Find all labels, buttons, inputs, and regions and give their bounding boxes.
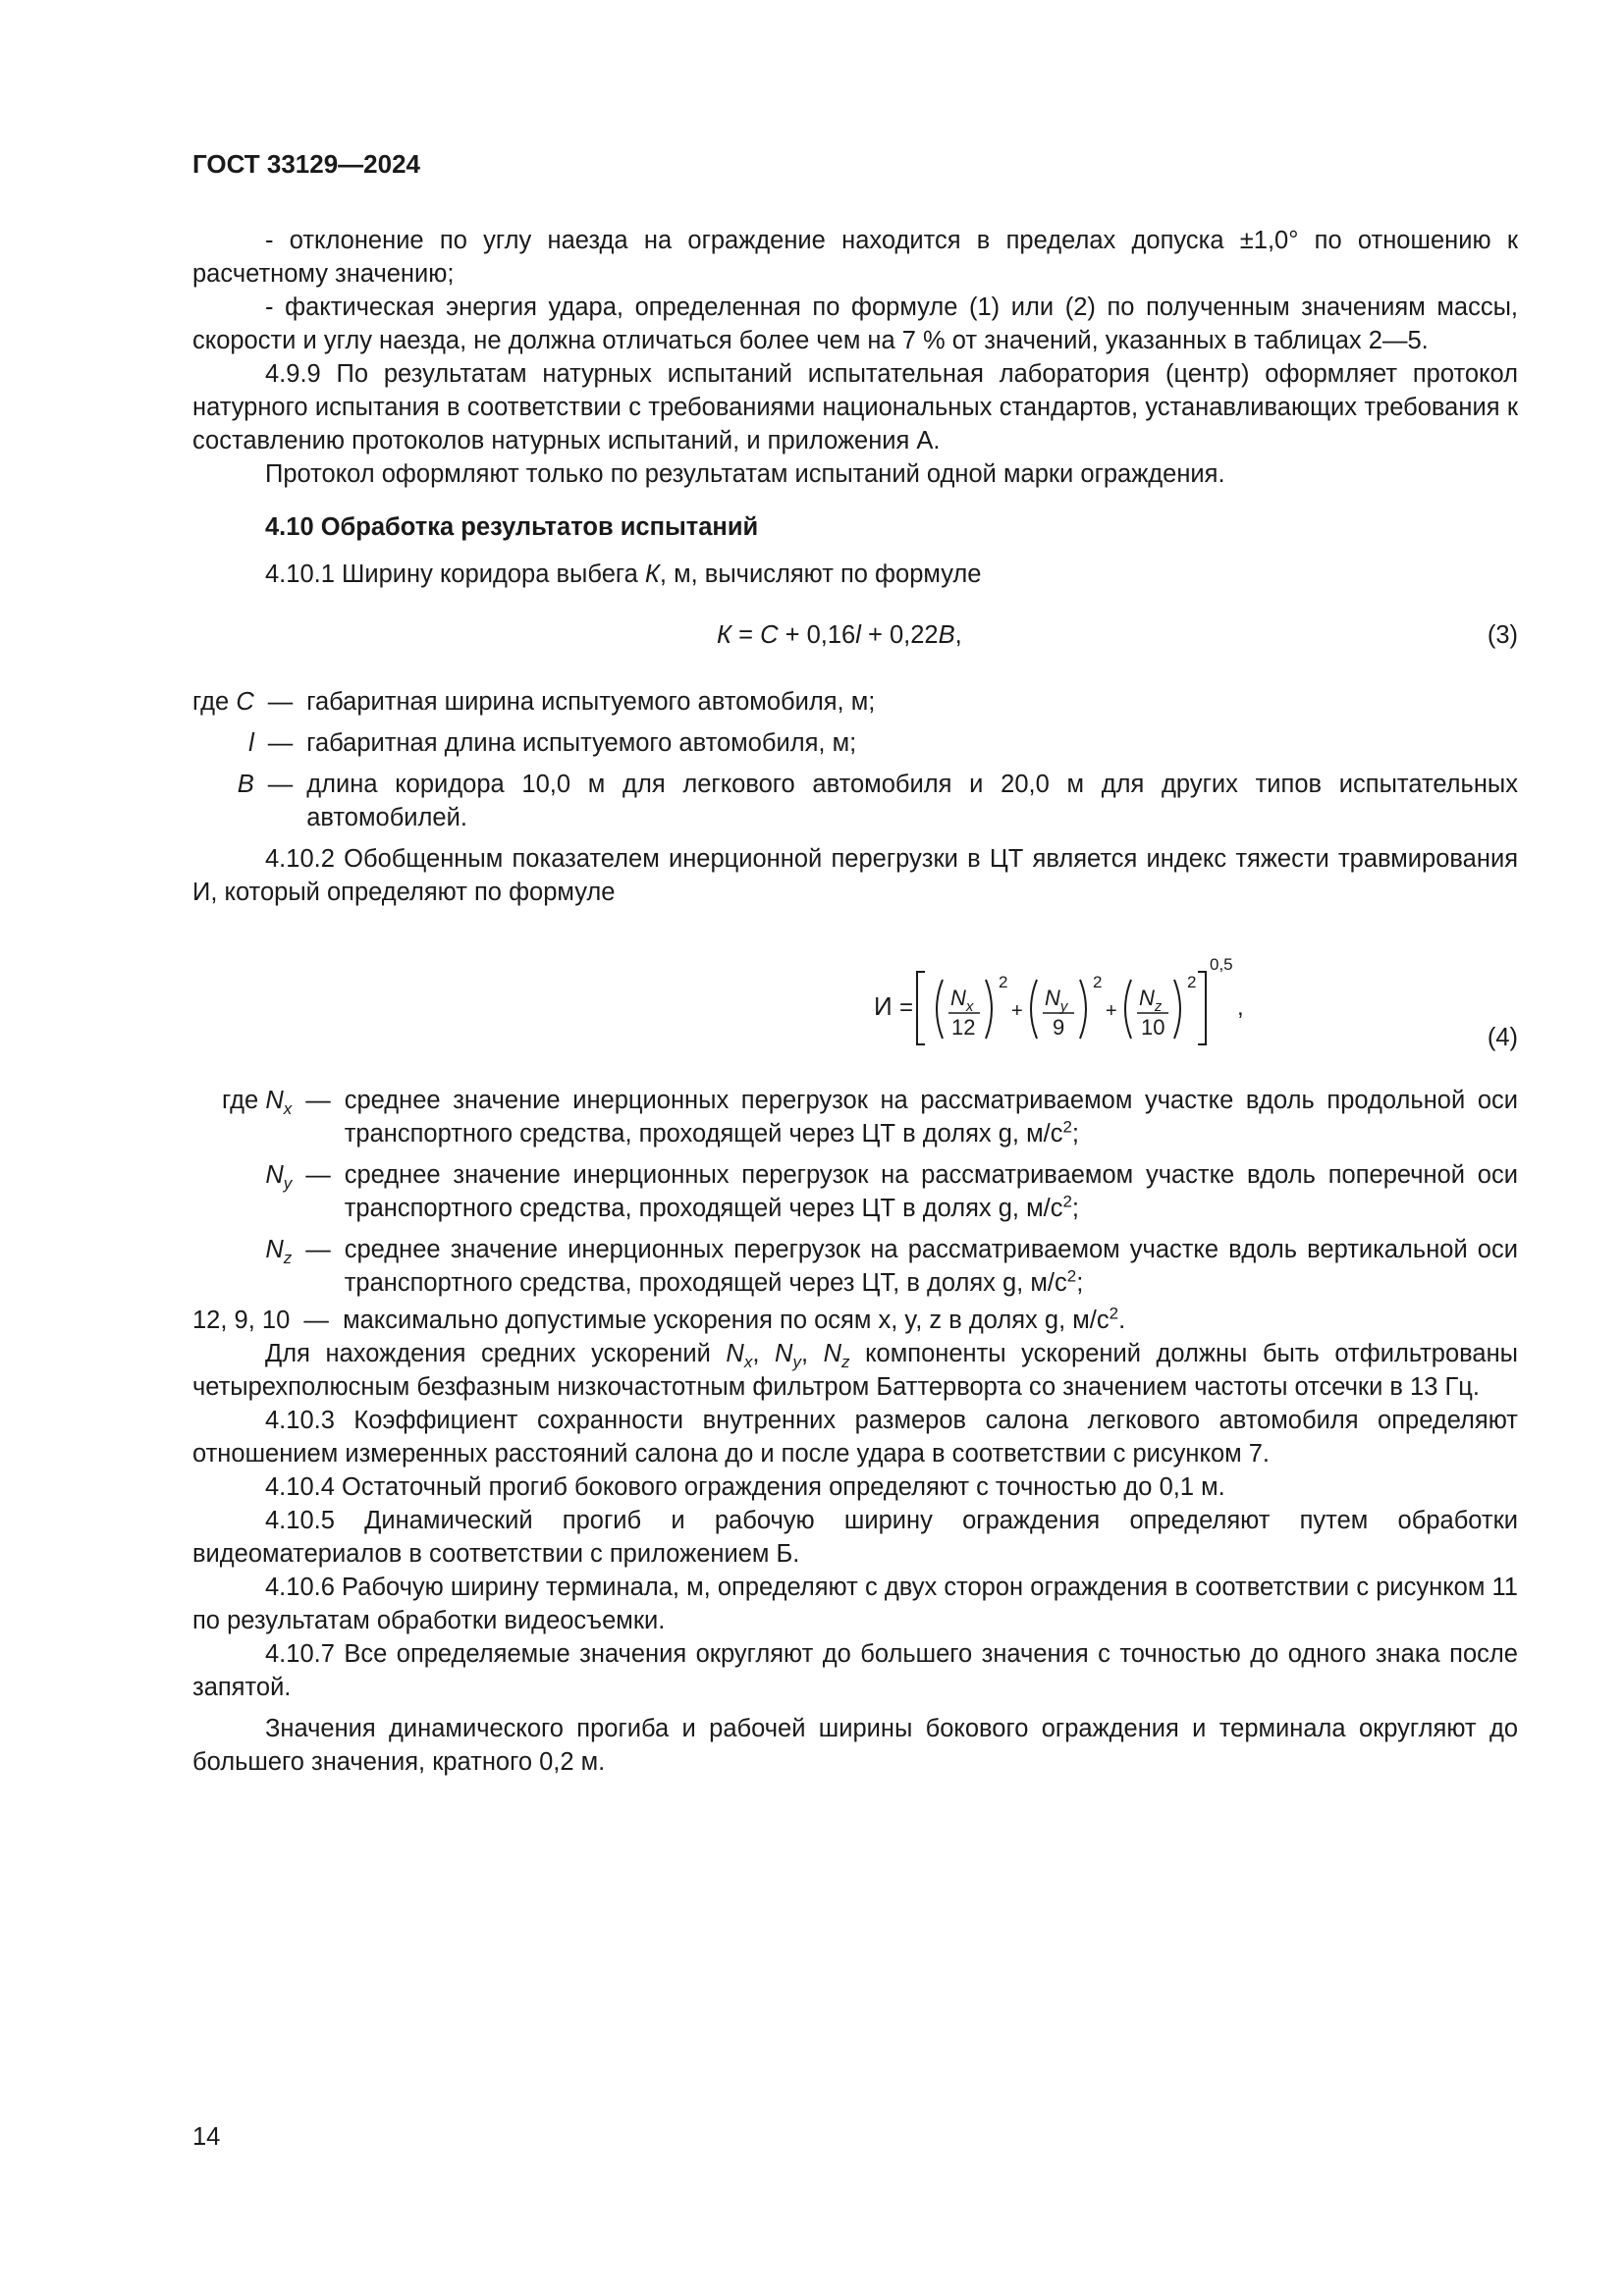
paragraph: Протокол оформляют только по результатам испытаний одной марки ограждения. bbox=[265, 460, 1225, 488]
document-body bbox=[192, 224, 1518, 1779]
legend-row bbox=[192, 1084, 1518, 1158]
paragraph: 4.10.5 Динамический прогиб и рабочую ширину ограждения определяют путем обработки видеоматериалов в соответствии с приложением Б. bbox=[192, 1507, 1518, 1568]
formula-trailing-comma: , bbox=[1237, 994, 1244, 1021]
plus-sign: + bbox=[1011, 1000, 1023, 1022]
power: 2 bbox=[999, 973, 1008, 991]
legend-description: среднее значение инерционных перегрузок на рассматриваемом участке вдоль продольной оси транспортного средства, проходящей через ЦТ в долях g, $м/с^2$; bbox=[344, 1087, 1518, 1148]
power: 2 bbox=[1187, 973, 1197, 991]
left-paren-icon bbox=[937, 980, 943, 1039]
legend-description: габаритная ширина испытуемого автомобиля, м; bbox=[306, 688, 876, 716]
formula-4-graphic bbox=[664, 934, 1253, 1062]
legend-description: среднее значение инерционных перегрузок на рассматриваемом участке вдоль вертикальной оси транспортного средства, проходящей через ЦТ, в долях g, $м/с^2$; bbox=[344, 1236, 1518, 1297]
formula-equals: = bbox=[899, 994, 914, 1021]
power: 2 bbox=[1093, 973, 1103, 991]
legend-row bbox=[192, 1158, 1518, 1233]
paragraph: 4.9.9 По результатам натурных испытаний испытательная лаборатория (центр) оформляет протокол натурного испытания в соответствии с требованиями национальных стандартов, устанавливающих требования к составлению протоколов натурных испытаний, и приложения А. bbox=[192, 360, 1518, 454]
page-number: 14 bbox=[192, 2123, 221, 2151]
plus-sign: + bbox=[1106, 1000, 1117, 1022]
outer-power: 0,5 bbox=[1210, 955, 1233, 974]
paragraph: 4.10.2 Обобщенным показателем инерционной перегрузки в ЦТ является индекс тяжести травмирования И, который определяют по формуле bbox=[192, 845, 1518, 906]
formula-expression: К = С + 0,16l + 0,22В, bbox=[717, 621, 962, 649]
legend-dash: — bbox=[305, 1087, 331, 1114]
legend-description: габаритная длина испытуемого автомобиля, м; bbox=[306, 729, 857, 757]
section-heading: 4.10 Обработка результатов испытаний bbox=[265, 513, 759, 541]
left-paren-icon bbox=[1031, 980, 1037, 1039]
paragraph: Значения динамического прогиба и рабочей ширины бокового ограждения и терминала округляют до большего значения, кратного 0,2 м. bbox=[192, 1715, 1518, 1776]
legend-description: длина коридора 10,0 м для легкового автомобиля и 20,0 м для других типов испытательных автомобилей. bbox=[306, 771, 1518, 831]
paragraph: Для нахождения средних ускорений $N_x$, $N_y$, $N_z$ компоненты ускорений должны быть отфильтрованы четырехполюсным безфазным низкочастотным фильтром Баттерворта со значением частоты отсечки в 13 Гц. bbox=[192, 1340, 1519, 1401]
fraction-numerator: $N_y$ bbox=[1045, 986, 1068, 1015]
formula-number: (3) bbox=[1487, 621, 1518, 649]
legend-row bbox=[192, 1233, 1518, 1308]
legend-row bbox=[192, 685, 1518, 726]
paragraph: 4.10.6 Рабочую ширину терминала, м, определяют с двух сторон ограждения в соответствии с рисунком 11 по результатам обработки видеосъемки. bbox=[192, 1574, 1518, 1634]
legend-symbol: В bbox=[237, 771, 254, 798]
legend-dash: — bbox=[267, 688, 294, 716]
legend-symbol: l bbox=[248, 729, 254, 757]
formula-3-legend bbox=[192, 685, 1518, 842]
legend-dash: — bbox=[267, 729, 294, 757]
left-bracket-icon bbox=[917, 972, 925, 1044]
document-header: ГОСТ 33129—2024 bbox=[192, 149, 420, 179]
paragraph: 4.10.4 Остаточный прогиб бокового ограждения определяют с точностью до 0,1 м. bbox=[265, 1473, 1225, 1501]
legend-row bbox=[192, 726, 1518, 768]
legend-symbol: $N_z$ bbox=[265, 1236, 293, 1268]
legend-dash: — bbox=[267, 771, 294, 798]
limits-line: 12, 9, 10 — максимально допустимые ускорения по осям x, y, z в долях g, $м/с^2$. bbox=[192, 1304, 1126, 1334]
fraction-numerator: $N_x$ bbox=[950, 986, 974, 1015]
paragraph: 4.10.7 Все определяемые значения округляют до большего значения с точностью до одного знака после запятой. bbox=[192, 1640, 1518, 1701]
legend-dash: — bbox=[305, 1161, 331, 1189]
legend-symbol: $N_y$ bbox=[265, 1161, 293, 1194]
formula-4 bbox=[192, 934, 1518, 1064]
right-paren-icon bbox=[1080, 980, 1086, 1039]
legend-description: среднее значение инерционных перегрузок на рассматриваемом участке вдоль поперечной оси транспортного средства, проходящей через ЦТ в долях g, $м/с^2$; bbox=[344, 1161, 1518, 1222]
paragraph: 4.10.3 Коэффициент сохранности внутренних размеров салона легкового автомобиля определяют отношением измеренных расстояний салона до и после удара в соответствии с рисунком 7. bbox=[192, 1407, 1518, 1468]
right-bracket-icon bbox=[1198, 972, 1206, 1044]
right-paren-icon bbox=[986, 980, 992, 1039]
legend-symbol: где $N_x$ bbox=[222, 1087, 293, 1119]
fraction-denominator: 10 bbox=[1141, 1015, 1165, 1040]
legend-row bbox=[192, 768, 1518, 842]
formula-lhs: И bbox=[874, 991, 893, 1021]
legend-dash: — bbox=[305, 1236, 331, 1263]
formula-number: (4) bbox=[1487, 1024, 1518, 1051]
legend-symbol: где С bbox=[192, 688, 254, 716]
formula-3 bbox=[192, 618, 1518, 658]
formula-4-legend bbox=[192, 1084, 1518, 1308]
paragraph: - фактическая энергия удара, определенная по формуле (1) или (2) по полученным значениям массы, скорости и углу наезда, не должна отличаться более чем на 7 % от значений, указанных в таблицах 2—5. bbox=[192, 294, 1518, 354]
fraction-numerator: $N_z$ bbox=[1139, 986, 1163, 1015]
paragraph: 4.10.1 Ширину коридора выбега К, м, вычисляют по формуле bbox=[265, 561, 982, 588]
paragraph: - отклонение по углу наезда на ограждение находится в пределах допуска ±1,0° по отношению к расчетному значению; bbox=[192, 227, 1518, 288]
fraction-denominator: 12 bbox=[951, 1015, 976, 1040]
fraction-denominator: 9 bbox=[1053, 1015, 1065, 1040]
right-paren-icon bbox=[1174, 980, 1180, 1039]
left-paren-icon bbox=[1125, 980, 1131, 1039]
